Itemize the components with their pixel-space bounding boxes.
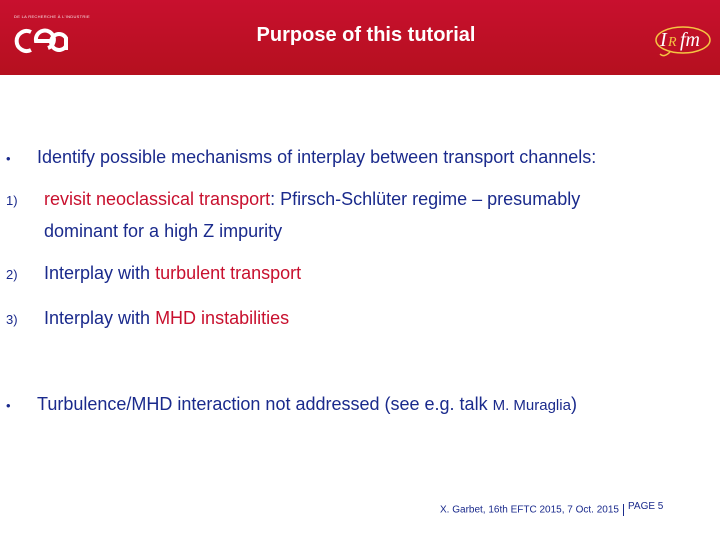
svg-text:I: I (660, 29, 667, 51)
item-3-marker: 3) (6, 312, 18, 327)
bullet-2-text (37, 394, 577, 415)
item-3-highlight: MHD instabilities (155, 308, 290, 328)
item-2-highlight: turbulent transport (155, 263, 302, 283)
bullet-2-close: ) (570, 394, 577, 414)
item-1-marker: 1) (6, 193, 18, 208)
footer-separator (623, 504, 624, 516)
page-title: Purpose of this tutorial (256, 24, 476, 46)
page-number: PAGE 5 (627, 500, 664, 512)
bullet-marker: • (6, 151, 11, 166)
bullet-2-name: M. Muraglia (492, 397, 571, 414)
item-3-text (44, 308, 289, 329)
bullet-1-text: Identify possible mechanisms of interplay between transport channels: (37, 147, 597, 167)
svg-text:fm: fm (680, 29, 700, 51)
footer-citation: X. Garbet, 16th EFTC 2015, 7 Oct. 2015 (440, 504, 619, 516)
item-2-marker: 2) (6, 267, 18, 282)
item-1-highlight: revisit neoclassical transport (44, 189, 271, 209)
item-2-prefix: Interplay with (44, 263, 156, 283)
bullet-2-marker: • (6, 398, 11, 413)
item-3-prefix: Interplay with (44, 308, 156, 328)
cea-tagline: DE LA RECHERCHE À L'INDUSTRIE (14, 14, 90, 19)
svg-text:R: R (668, 35, 677, 50)
item-2-text (44, 263, 301, 284)
item-1-rest: : Pfirsch-Schlüter regime – presumably (270, 189, 581, 209)
item-1-text (44, 189, 580, 210)
bullet-2-main: Turbulence/MHD interaction not addressed (see e.g. talk (37, 394, 493, 414)
item-1-text-line2: dominant for a high Z impurity (44, 221, 283, 241)
footer (440, 500, 664, 516)
